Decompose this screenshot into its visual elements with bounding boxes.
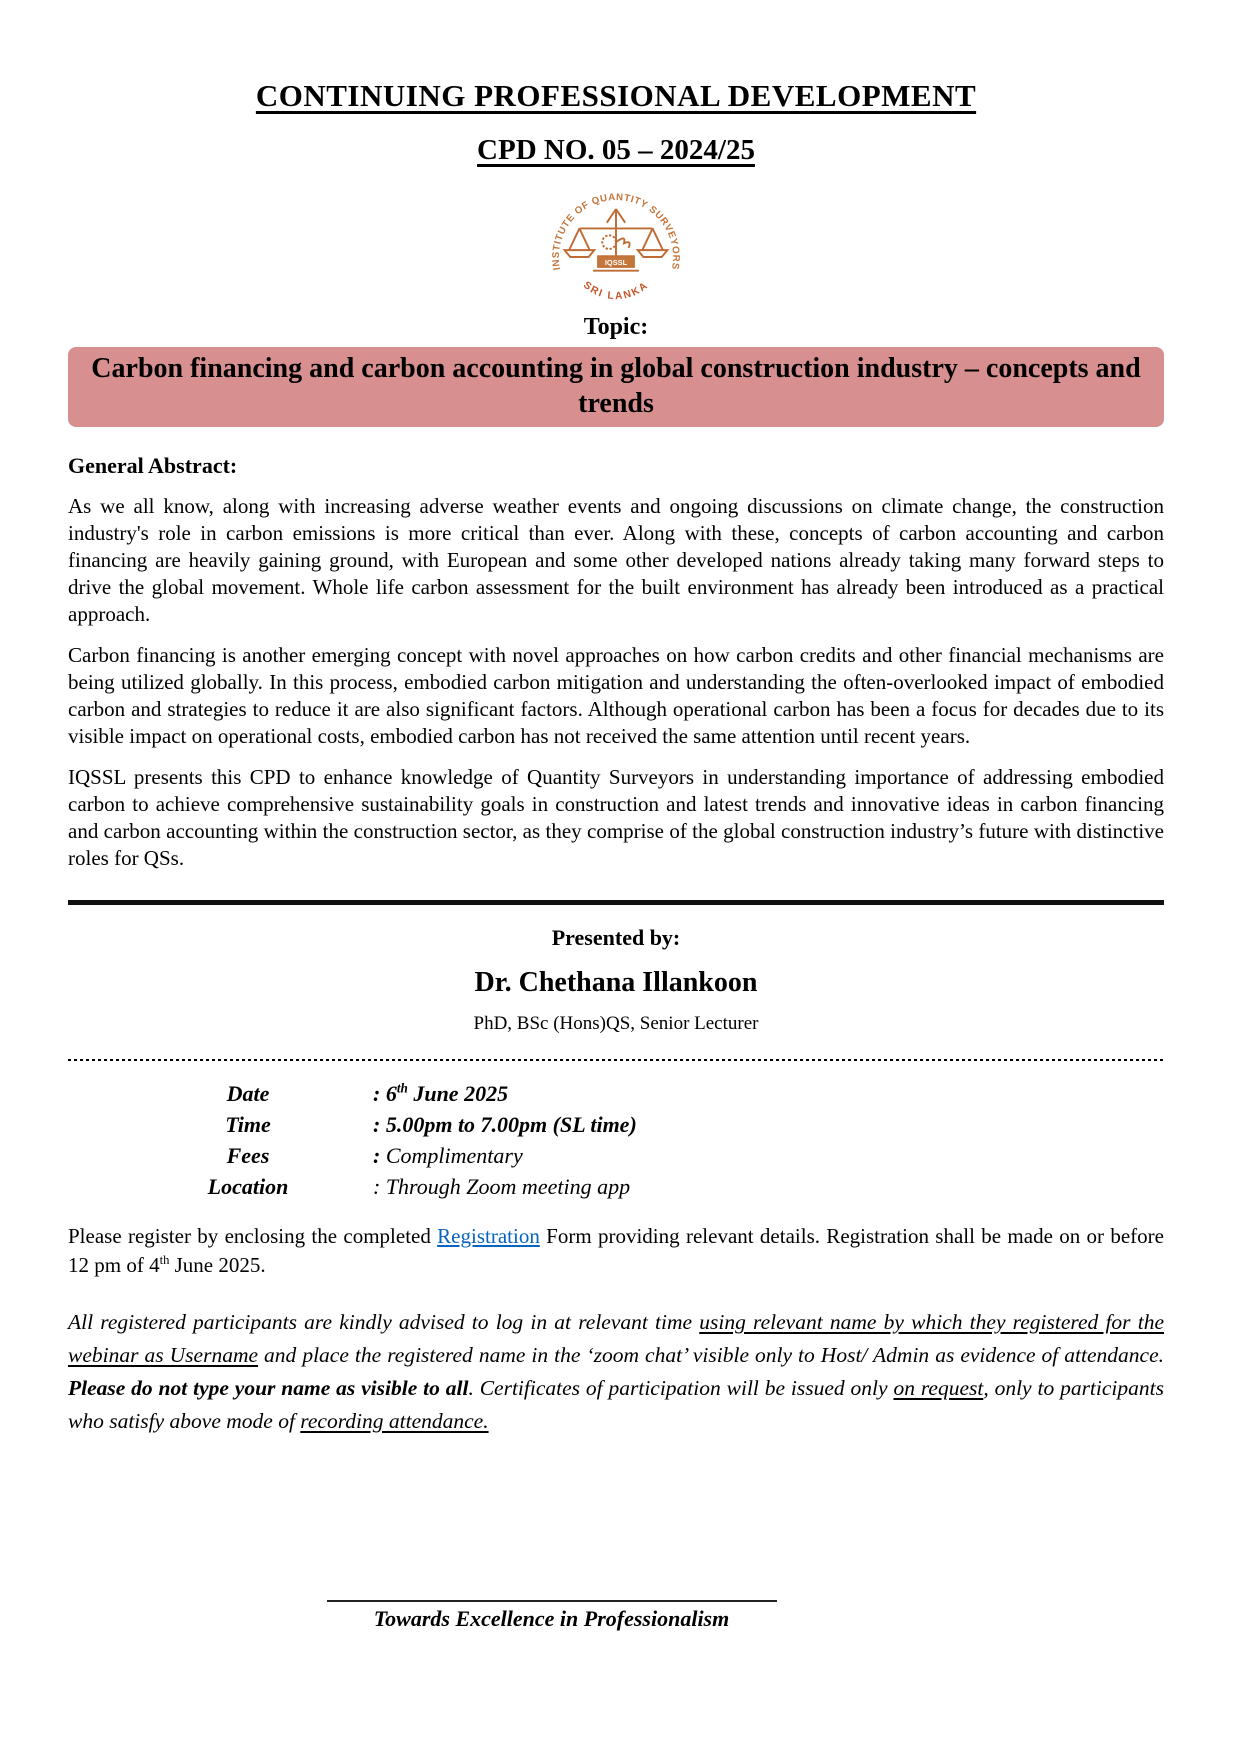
topic-banner: Carbon financing and carbon accounting in global construction industry – concepts and trends — [68, 347, 1164, 427]
detail-row-time — [68, 1109, 1164, 1140]
abstract-paragraph-1: As we all know, along with increasing adverse weather events and ongoing discussions on climate change, the construction industry's role in carbon emissions is more critical than ever. Along with these, concepts of carbon accounting and carbon financing are heavily gaining ground, with European and some other developed nations already taking many forward steps to drive the global movement. Whole life carbon assessment for the built environment has already been introduced as a practical approach. — [68, 494, 1164, 626]
iqssl-logo — [541, 177, 691, 310]
location-label: Location — [207, 1174, 289, 1199]
advisory-text-4: , only to participants who satisfy above mode of — [68, 1376, 1164, 1433]
advisory-text-1: All registered participants are kindly advised to log in at relevant time — [68, 1310, 700, 1334]
registration-text-3: June 2025. — [169, 1253, 266, 1277]
time-value: : 5.00pm to 7.00pm (SL time) — [373, 1112, 637, 1137]
date-label: Date — [226, 1081, 270, 1106]
fees-label: Fees — [226, 1143, 270, 1168]
advisory-text-3: . Certificates of participation will be issued only — [468, 1376, 894, 1400]
date-value-pre: : 6 — [373, 1081, 397, 1106]
section-divider-dashed — [68, 1059, 1164, 1062]
presenter-credentials: PhD, BSc (Hons)QS, Senior Lecturer — [473, 1013, 759, 1034]
cpd-number-subtitle: CPD NO. 05 – 2024/25 — [477, 134, 755, 166]
event-details — [68, 1078, 1164, 1202]
svg-text:SRI LANKA: SRI LANKA — [580, 279, 652, 303]
advisory-paragraph — [68, 1306, 1164, 1438]
iqssl-logo-icon — [541, 177, 691, 305]
fees-colon: : — [373, 1143, 381, 1168]
footer-divider — [327, 1600, 777, 1602]
detail-row-location — [68, 1171, 1164, 1202]
time-label: Time — [225, 1112, 271, 1137]
abstract-paragraph-2: Carbon financing is another emerging concept with novel approaches on how carbon credits and other financial mechanisms are being utilized globally. In this process, embodied carbon mitigation and understanding the often-overlooked impact of embodied carbon and strategies to reduce it are also significant factors. Although operational carbon has been a focus for decades due to its visible impact on operational costs, embodied carbon has not received the same attention until recent years. — [68, 643, 1164, 748]
registration-link[interactable]: Registration — [437, 1224, 540, 1248]
date-value-post: June 2025 — [407, 1081, 509, 1106]
svg-text:INSTITUTE OF QUANTITY SURVEYOR: INSTITUTE OF QUANTITY SURVEYORS — [550, 191, 682, 271]
registration-paragraph — [68, 1222, 1164, 1280]
svg-text:IQSSL: IQSSL — [604, 258, 628, 267]
abstract-heading: General Abstract: — [68, 453, 238, 478]
registration-date-sup: th — [159, 1253, 170, 1267]
advisory-text-2: and place the registered name in the ‘zoom chat’ visible only to Host/ Admin as evidence of attendance. — [258, 1343, 1165, 1367]
fees-value-text: Complimentary — [380, 1143, 523, 1168]
presenter-name: Dr. Chethana Illankoon — [474, 967, 758, 998]
fees-value — [373, 1140, 523, 1171]
footer — [0, 1600, 1239, 1632]
date-value — [373, 1078, 508, 1109]
footer-motto: Towards Excellence in Professionalism — [373, 1606, 730, 1631]
location-value: : Through Zoom meeting app — [373, 1174, 631, 1199]
date-value-sup: th — [396, 1080, 408, 1096]
registration-text-2: Form providing relevant details. Registration shall be made on or before 12 pm of 4 — [68, 1224, 1164, 1277]
advisory-underlined-1: using relevant name by which they registered for the webinar as Username — [68, 1310, 1164, 1367]
advisory-underlined-2: on request — [893, 1376, 984, 1400]
presented-by-heading: Presented by: — [551, 925, 681, 950]
topic-label: Topic: — [583, 314, 649, 340]
advisory-bold-1: Please do not type your name as visible to all — [68, 1376, 469, 1400]
detail-row-date — [68, 1078, 1164, 1109]
abstract-paragraph-3: IQSSL presents this CPD to enhance knowledge of Quantity Surveyors in understanding importance of addressing embodied carbon to achieve comprehensive sustainability goals in construction and latest trends and innovative ideas in carbon financing and carbon accounting within the construction sector, as they comprise of the global construction industry’s future with distinctive roles for QSs. — [68, 765, 1164, 870]
registration-text-1: Please register by enclosing the completed — [68, 1224, 438, 1248]
advisory-underlined-3: recording attendance. — [300, 1409, 489, 1433]
detail-row-fees — [68, 1140, 1164, 1171]
section-divider-thick — [68, 900, 1164, 905]
document-title: CONTINUING PROFESSIONAL DEVELOPMENT — [255, 78, 977, 113]
